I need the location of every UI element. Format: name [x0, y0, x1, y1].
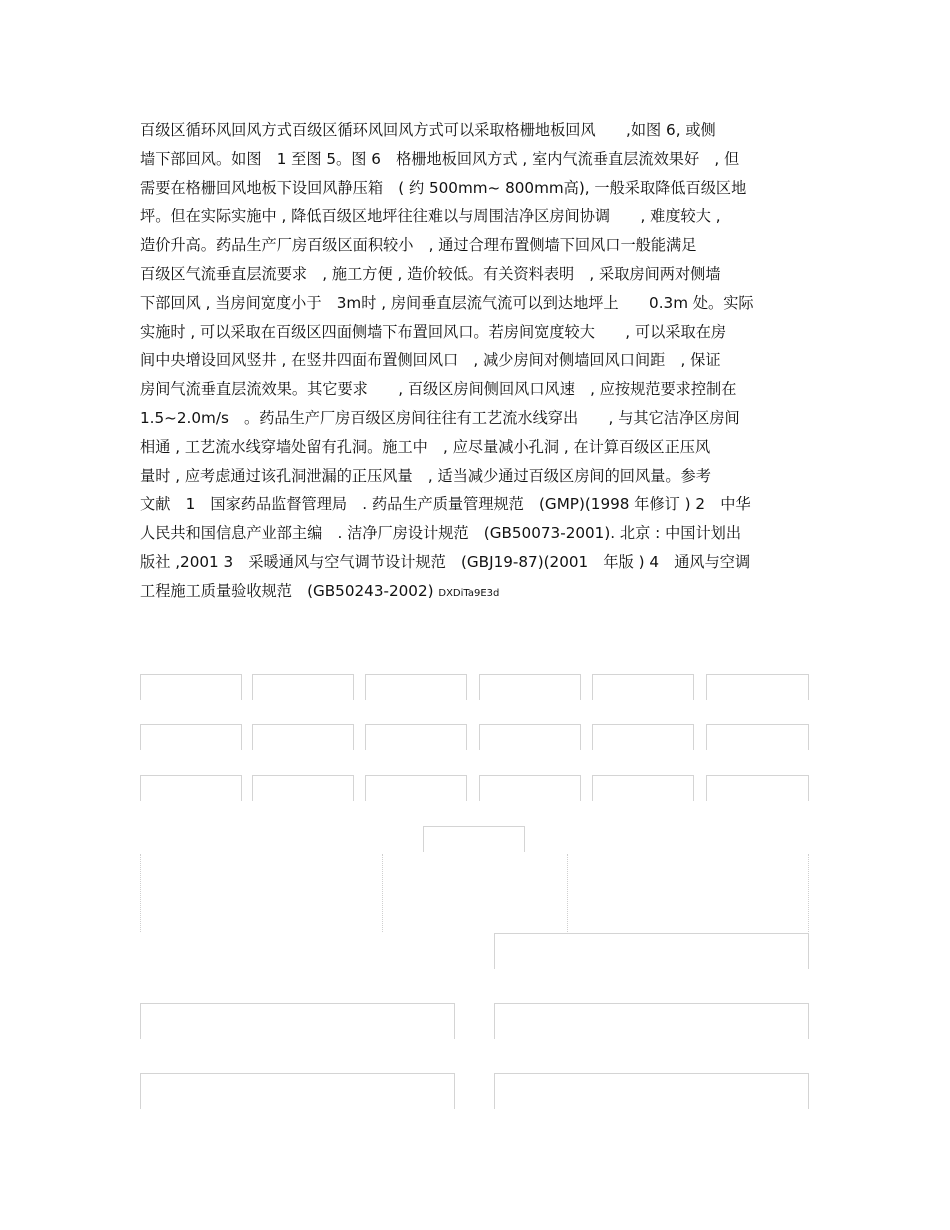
- text-line-3: 需要在格栅回风地板下设回风静压箱 ( 约 500mm~ 800mm高), 一般采取降低百级区地: [140, 178, 747, 197]
- grid-cell: [365, 674, 467, 700]
- grid-cell: [365, 775, 467, 801]
- text-line-15: 人民共和国信息产业部主编 . 洁净厂房设计规范 (GB50073-2001). 北京 : 中国计划出: [140, 524, 742, 543]
- grid-cell: [706, 674, 809, 700]
- grid-cell: [494, 1003, 809, 1039]
- text-line-17: [140, 577, 810, 606]
- text-line-16: 版社 ,2001 3 采暖通风与空气调节设计规范 (GBJ19-87)(2001 年版 ) 4 通风与空调: [140, 552, 751, 571]
- grid-divider: [140, 854, 382, 932]
- grid-cell: [140, 724, 242, 750]
- grid-cell: [252, 674, 354, 700]
- grid-cell: [140, 1073, 455, 1109]
- text-line-11: 1.5~2.0m/s 。药品生产厂房百级区房间往往有工艺流水线穿出 , 与其它洁净区房间: [140, 408, 740, 427]
- text-line-6: 百级区气流垂直层流要求 , 施工方便 , 造价较低。有关资料表明 , 采取房间两对侧墙: [140, 264, 721, 283]
- grid-cell: [252, 775, 354, 801]
- grid-cell: [706, 724, 809, 750]
- grid-cell: [494, 933, 809, 969]
- grid-cell: [140, 1003, 455, 1039]
- grid-cell: [592, 775, 694, 801]
- text-line-7: 下部回风 , 当房间宽度小于 3m时 , 房间垂直层流气流可以到达地坪上 0.3m 处。实际: [140, 293, 754, 312]
- grid-cell: [479, 724, 581, 750]
- text-line-10: 房间气流垂直层流效果。其它要求 , 百级区房间侧回风口风速 , 应按规范要求控制在: [140, 380, 737, 399]
- text-line-14: 文献 1 国家药品监督管理局 . 药品生产质量管理规范 (GMP)(1998 年修订 ) 2 中华: [140, 495, 751, 514]
- grid-cell: [706, 775, 809, 801]
- grid-cell: [423, 826, 525, 852]
- grid-cell: [140, 674, 242, 700]
- article-body: [140, 116, 810, 606]
- grid-cell: [494, 1073, 809, 1109]
- text-line-12: 相通 , 工艺流水线穿墙处留有孔洞。施工中 , 应尽量减小孔洞 , 在计算百级区正压风: [140, 437, 711, 456]
- grid-cell: [479, 674, 581, 700]
- reference-text: 工程施工质量验收规范 (GB50243-2002): [140, 581, 434, 600]
- text-line-4: 坪。但在实际实施中 , 降低百级区地坪往往难以与周围洁净区房间协调 , 难度较大 ,: [140, 207, 721, 226]
- document-code: DXDiTa9E3d: [438, 587, 500, 599]
- grid-divider: [567, 854, 809, 932]
- grid-cell: [140, 775, 242, 801]
- grid-cell: [365, 724, 467, 750]
- grid-cell: [592, 674, 694, 700]
- text-line-9: 间中央增设回风竖井 , 在竖井四面布置侧回风口 , 减少房间对侧墙回风口间距 , 保证: [140, 351, 721, 370]
- text-line-5: 造价升高。药品生产厂房百级区面积较小 , 通过合理布置侧墙下回风口一般能满足: [140, 236, 697, 255]
- grid-divider: [382, 854, 567, 932]
- text-line-8: 实施时 , 可以采取在百级区四面侧墙下布置回风口。若房间宽度较大 , 可以采取在房: [140, 322, 727, 341]
- text-line-2: 墙下部回风。如图 1 至图 5。图 6 格栅地板回风方式 , 室内气流垂直层流效果好 , 但: [140, 149, 740, 168]
- grid-cell: [479, 775, 581, 801]
- grid-cell: [252, 724, 354, 750]
- grid-cell: [592, 724, 694, 750]
- text-line-1: 百级区循环风回风方式百级区循环风回风方式可以采取格栅地板回风 ,如图 6, 或侧: [140, 121, 716, 139]
- text-line-13: 量时 , 应考虑通过该孔洞泄漏的正压风量 , 适当减少通过百级区房间的回风量。参考: [140, 466, 711, 485]
